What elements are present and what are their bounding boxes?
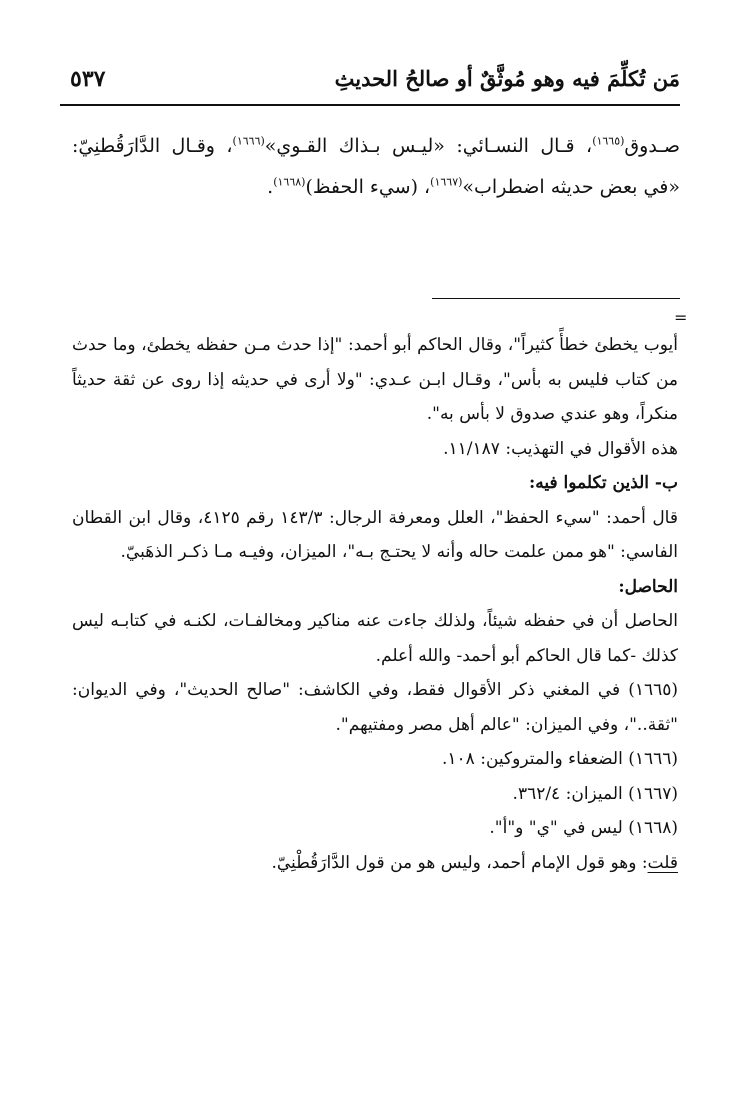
qult-text: : وهو قول الإمام أحمد، وليس هو من قول الدَّارَقُطْنِيّ. bbox=[271, 852, 648, 873]
note-paragraph: الحاصل أن في حفظه شيئاً، ولذلك جاءت عنه مناكير ومخالفـات، لكنـه في كتابـه ليس كذلك -كما قال الحاكم أبو أحمد- والله أعلم. bbox=[72, 611, 678, 666]
main-text-segment: . bbox=[267, 176, 274, 198]
footnotes bbox=[72, 328, 678, 880]
main-text-segment: ، وقـال الدَّارَقُطنِيّ: «في بعض حديثه اضطراب» bbox=[72, 135, 680, 198]
footnote-ref-1666: (١٦٦٦) bbox=[232, 134, 265, 148]
footnote-1666: (١٦٦٦) الضعفاء والمتروكين: ١٠٨. bbox=[442, 749, 678, 769]
main-text-segment: ، (سيء الحفظ) bbox=[305, 176, 431, 198]
page-number: ٥٣٧ bbox=[70, 66, 106, 92]
footnote-ref-1665: (١٦٦٥) bbox=[592, 134, 625, 148]
note-heading: ب- الذين تكلموا فيه: bbox=[528, 473, 678, 493]
header-rule bbox=[60, 104, 680, 106]
footnote-1668: (١٦٦٨) ليس في "ي" و"أ". bbox=[489, 818, 678, 838]
continuation-mark: = bbox=[674, 308, 688, 327]
footnote-ref-1668: (١٦٦٨) bbox=[273, 175, 306, 189]
footnote-ref-1667: (١٦٦٧) bbox=[430, 175, 463, 189]
footnote-separator bbox=[432, 298, 680, 299]
main-text-segment: ، قـال النسـائي: «ليـس بـذاك القـوي» bbox=[264, 135, 593, 157]
footnote-1665: (١٦٦٥) في المغني ذكر الأقوال فقط، وفي الكاشف: "صالح الحديث"، وفي الديوان: "ثقة.."، وفي الميزان: "عالم أهل مصر ومفتيهم". bbox=[72, 680, 678, 735]
note-heading: الحاصل: bbox=[618, 576, 678, 597]
note-paragraph: أيوب يخطئ خطأً كثيراً"، وقال الحاكم أبو أحمد: "إذا حدث مـن حفظه يخطئ، وما حدث من كتاب فليس به بأس"، وقـال ابـن عـدي: "ولا أرى في حديثه إذا روى عن ثقة حديثاً منكراً، وهو عندي صدوق لا بأس به". bbox=[72, 335, 678, 424]
running-title: مَن تُكلِّمَ فيه وهو مُوثَّقٌ أو صالحُ الحديثِ bbox=[334, 66, 680, 91]
note-paragraph: قال أحمد: "سيء الحفظ"، العلل ومعرفة الرجال: ١٤٣/٣ رقم ٤١٢٥، وقال ابن القطان الفاسي: "هو ممن علمت حاله وأنه لا يحتـج بـه"، الميزان، وفيـه مـا ذكـر الذهَبيّ. bbox=[72, 507, 678, 562]
note-paragraph: هذه الأقوال في التهذيب: ١١/١٨٧. bbox=[443, 438, 678, 459]
qult-label: قلت bbox=[647, 852, 678, 873]
footnote-1667: (١٦٦٧) الميزان: ٣٦٢/٤. bbox=[512, 783, 678, 804]
page-header bbox=[60, 62, 680, 102]
qult-note bbox=[72, 846, 678, 881]
main-text bbox=[72, 126, 680, 208]
main-text-segment: صـدوق bbox=[624, 135, 681, 157]
